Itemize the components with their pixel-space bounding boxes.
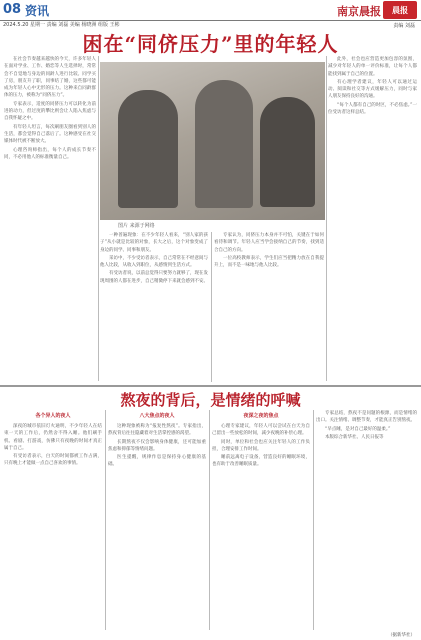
paragraph: 这种现象被称为“报复性熬夜”。专家指出，熬夜背后往往隐藏着对生活掌控感的渴望。 xyxy=(108,424,206,437)
date-line: 2024.5.20 星期一 责编 刘磊 美编 杨晓洲 组版 王彬 xyxy=(3,22,120,28)
page-number: 08 xyxy=(3,2,22,17)
paper-name: 南京晨报 xyxy=(337,5,381,18)
subhead: 夜深之夜的焦点 xyxy=(243,413,279,419)
subhead: 各个异人的夜人 xyxy=(35,413,71,419)
photo-figure xyxy=(118,90,178,208)
paragraph: 心理咨询师指出，每个人的成长节奏不同，不必用他人的标准衡量自己。 xyxy=(4,147,96,160)
article1-column-4 xyxy=(328,56,417,381)
paragraph: 一位高校教师表示，学生们应当把精力放在自我提升上，而不是一味地与他人比较。 xyxy=(214,255,324,269)
photo-caption: 图片 来源于网络 xyxy=(118,223,155,229)
paragraph: 专家认为，同侪压力本身并不可怕，关键在于如何看待和调节。年轻人应当学会接纳自己的节奏，找到适合自己的方向。 xyxy=(214,233,324,253)
article2-column-2 xyxy=(108,410,206,630)
paragraph: 有心理学者建议，年轻人可以通过运动、阅读和社交等方式缓解压力，同时与家人朋友保持良好的沟通。 xyxy=(328,79,417,100)
paragraph: 采访中，不少受访者表示，自己常常在不经意间与他人比较，从收入到职位，从感情到生活方式。 xyxy=(100,255,208,269)
article2-byline: （据新华社） xyxy=(388,633,415,638)
editor-line: 责编 刘磊 xyxy=(393,23,415,29)
article2-column-1 xyxy=(4,410,102,630)
subhead: 八大焦点的夜人 xyxy=(139,413,175,419)
paragraph: 专家表示，适度的同侪压力可以转化为前进的动力，但过度的攀比则会让人陷入焦虑与自我怀疑之中。 xyxy=(4,101,96,122)
column-divider xyxy=(326,56,327,381)
column-divider xyxy=(209,410,210,630)
paragraph: 医生提醒，规律作息是保持身心健康的基础。 xyxy=(108,455,206,468)
paragraph: 专家总结，熬夜不是问题的根源，而是情绪的出口。关注情绪、调整节奏，才能真正告别熬夜。 xyxy=(316,411,417,424)
header-bar xyxy=(0,0,421,21)
paragraph: 有受访者表示，白天的时间都被工作占满，只有晚上才能做一点自己喜欢的事情。 xyxy=(4,454,102,467)
paragraph: 睡前远离电子设备，营造良好的睡眠环境，也有助于改善睡眠质量。 xyxy=(212,455,310,468)
article1-photo xyxy=(100,62,325,220)
article1-column-3 xyxy=(214,232,324,382)
paragraph: “每个人都有自己的时区，不必焦虑。”一位受访者这样总结。 xyxy=(328,102,417,116)
photo-figure xyxy=(260,97,315,207)
paragraph: 有年轻人坦言，每次刷朋友圈看到别人的生活，都会觉得自己落后了。这种感受在社交媒体时代被不断放大。 xyxy=(4,124,96,145)
column-divider xyxy=(313,410,314,630)
article1-column-1 xyxy=(4,56,96,381)
column-divider xyxy=(105,410,106,630)
paragraph: 在社会节奏越来越快的今天，许多年轻人在面对学业、工作、婚恋等人生选择时，常常会不自觉地与身边的同龄人进行比较。同学买了房，朋友升了职，同事结了婚，这些都可能成为年轻人心中无形的压力。这种来自同龄群体的压力，被称为“同侪压力”。 xyxy=(4,57,96,99)
article2-column-4 xyxy=(316,410,417,630)
photo-figure xyxy=(195,80,253,208)
paragraph: 此外，社会也应营造更加包容的氛围，减少对年轻人的单一评价标准，让每个人都能找到属于自己的位置。 xyxy=(328,57,417,77)
paragraph: 心理专家建议，年轻人可以尝试在白天为自己留出一些放松的时间，减少夜晚的补偿心理。 xyxy=(212,424,310,437)
paper-logo: 晨报 xyxy=(383,1,417,19)
paragraph: 一种普遍现象：在不少年轻人看来，“别人家的孩子”从小就是比较的对象，长大之后，这个对象变成了身边的同学、同事和朋友。 xyxy=(100,233,208,253)
paragraph: 本版综合新华社、人民日报等 xyxy=(325,434,384,440)
section-rule xyxy=(0,385,421,387)
paragraph: 同时，单位和社会也应关注年轻人的工作负担，合理安排工作时间。 xyxy=(212,439,310,452)
paragraph: 有受访者说，以前总觉得只要努力就够了，现在发现周围的人都在进步，自己稍微停下来就会感到不安。 xyxy=(100,271,208,284)
article1-headline: 困在“同侪压力”里的年轻人 xyxy=(82,32,339,56)
article1-column-2 xyxy=(100,232,208,382)
article2-headline: 熬夜的背后，是情绪的呼喊 xyxy=(120,391,301,409)
paragraph: 长期熬夜不仅会影响身体健康，还可能加重焦虑和抑郁等情绪问题。 xyxy=(108,439,206,452)
paragraph: 深夜的城市依旧灯火通明，不少年轻人在结束一天的工作后，仍然舍不得入睡。他们刷手机、看剧、打游戏，仿佛只有夜晚的时间才真正属于自己。 xyxy=(4,424,102,451)
column-divider xyxy=(98,56,99,381)
section-name: 资讯 xyxy=(25,4,50,18)
article2-column-3 xyxy=(212,410,310,630)
paragraph: “早点睡，是对自己最好的温柔。” xyxy=(325,426,391,432)
column-divider xyxy=(211,232,212,382)
